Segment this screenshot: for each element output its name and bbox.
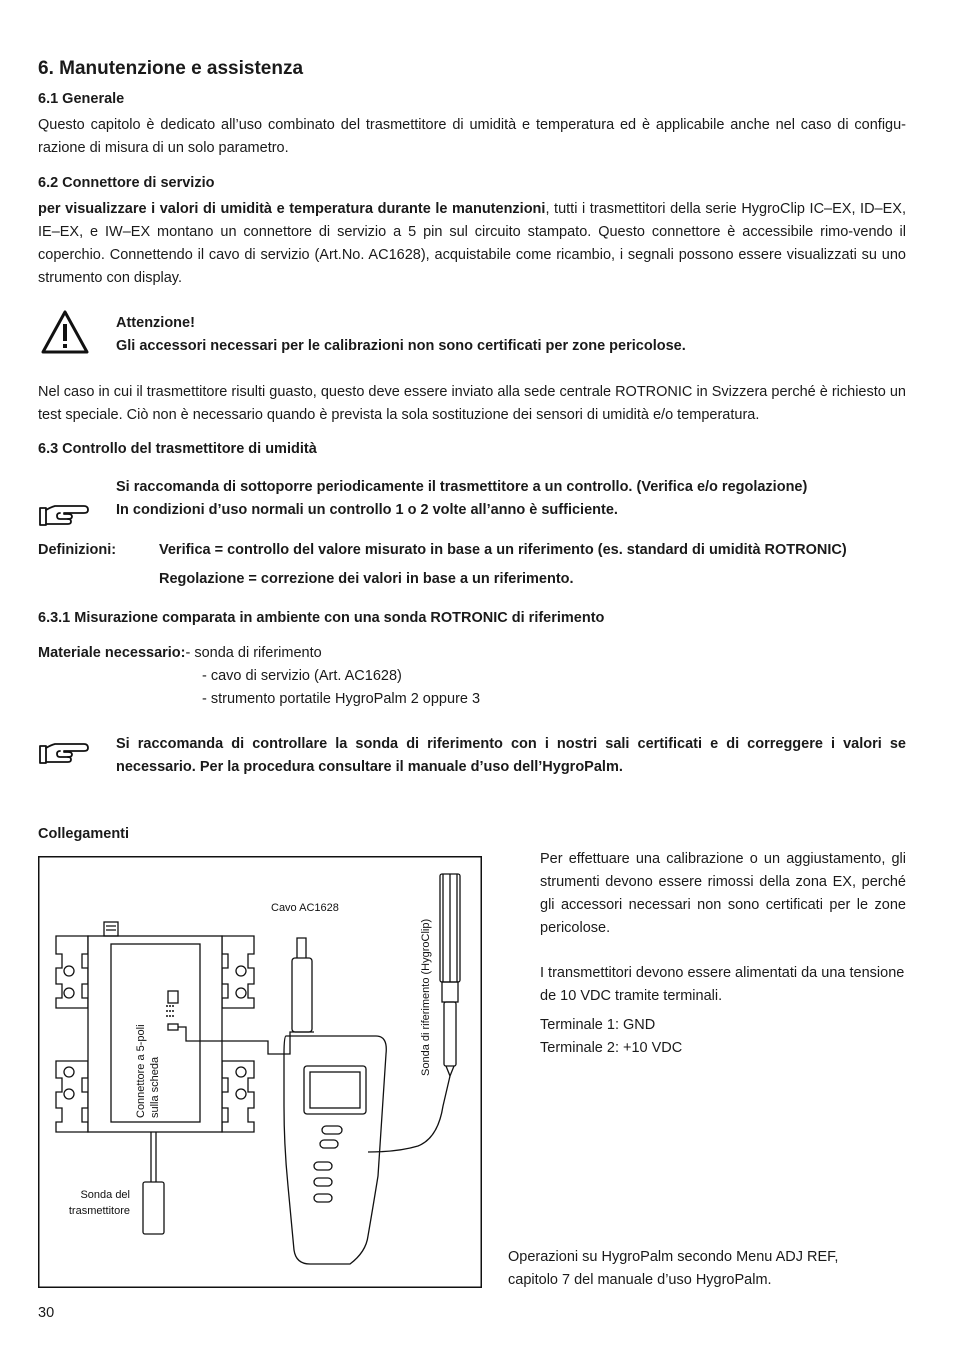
connector-label-line2: sulla scheda bbox=[149, 1056, 161, 1118]
warning-icon bbox=[40, 309, 90, 355]
section-6-2-lead: per visualizzare i valori di umidità e temperatura durante le manutenzioni bbox=[38, 201, 546, 217]
cable-label: Cavo AC1628 bbox=[271, 902, 339, 914]
operations-line-2: capitolo 7 del manuale d’uso HygroPalm. bbox=[508, 1272, 772, 1288]
reference-probe-note: Si raccomanda di controllare la sonda di riferimento con i nostri sali certificati e di correggere i valori se necessario. Per la procedura consultare il manuale d’uso dell’HygroPalm. bbox=[116, 736, 906, 775]
material-label: Materiale necessario: bbox=[38, 645, 186, 661]
material-list bbox=[38, 642, 322, 665]
material-item-3: - strumento portatile HygroPalm 2 oppure 3 bbox=[202, 691, 481, 707]
connections-paragraph-1: Per effettuare una calibrazione o un aggiustamento, gli strumenti devono essere rimossi della zona EX, perché gli accessori necessari non sono certificati per le zone pericolose. bbox=[540, 851, 906, 936]
section-6-2-body: , tutti i trasmettitori della serie HygroClip IC–EX, ID–EX, IE–EX, e IW–EX montano un connettore di servizio a 5 pin sul circuito stampato. Questo connettore è accessibile rimo-vendo il coperchio. Connettendo il cavo di servizio (Art.No. AC1628), acquistabile come ricambio, i segnali possono essere visualizzati su uno strumento con display. bbox=[38, 201, 906, 286]
section-6-3-heading: 6.3 Controllo del trasmettitore di umidità bbox=[38, 441, 317, 457]
section-6-3-1-heading: 6.3.1 Misurazione comparata in ambiente con una sonda ROTRONIC di riferimento bbox=[38, 610, 605, 626]
reference-probe-label: Sonda di riferimento (HygroClip) bbox=[420, 918, 432, 1076]
connection-diagram bbox=[38, 856, 482, 1288]
faulty-transmitter-text: Nel caso in cui il trasmettitore risulti guasto, questo deve essere inviato alla sede centrale ROTRONIC in Svizzera perché è richiesto un test speciale. Ciò non è necessario quando è prevista la sola sostituzione dei sensori di umidità e/o temperatura. bbox=[38, 384, 906, 423]
page-title: 6. Manutenzione e assistenza bbox=[38, 58, 304, 79]
transmitter-probe-label-line1: Sonda del bbox=[80, 1189, 130, 1201]
control-note-2: In condizioni d’uso normali un controllo 1 o 2 volte all’anno è sufficiente. bbox=[116, 502, 618, 518]
connections-heading: Collegamenti bbox=[38, 826, 130, 842]
pointing-hand-icon bbox=[38, 741, 90, 767]
section-6-1-text: Questo capitolo è dedicato all’uso combinato del trasmettitore di umidità e temperatura ed è applicabile anche nel caso di configu-razione di misura di un solo parametro. bbox=[38, 117, 906, 156]
section-6-2-text bbox=[38, 198, 906, 290]
control-note-1: Si raccomanda di sottoporre periodicamente il trasmettitore a un controllo. (Verifica e/o regolazione) bbox=[116, 479, 808, 495]
material-item-1: - sonda di riferimento bbox=[185, 645, 322, 661]
definitions-label: Definizioni: bbox=[38, 542, 117, 558]
definition-regolazione: Regolazione = correzione dei valori in base a un riferimento. bbox=[159, 571, 574, 587]
terminal-2: Terminale 2: +10 VDC bbox=[540, 1040, 683, 1056]
connections-paragraph-2: I transmettitori devono essere alimentati da una tensione de 10 VDC tramite terminali. bbox=[540, 965, 905, 1004]
transmitter-probe-label-line2: trasmettitore bbox=[68, 1205, 130, 1217]
section-6-2-heading: 6.2 Connettore di servizio bbox=[38, 175, 215, 191]
connector-label-line1: Connettore a 5-poli bbox=[135, 1024, 147, 1118]
warning-text: Gli accessori necessari per le calibrazioni non sono certificati per zone pericolose. bbox=[116, 338, 686, 354]
pointing-hand-icon bbox=[38, 503, 90, 529]
terminal-1: Terminale 1: GND bbox=[540, 1017, 656, 1033]
page-number: 30 bbox=[38, 1305, 55, 1321]
section-6-1-heading: 6.1 Generale bbox=[38, 91, 125, 107]
operations-line-1: Operazioni su HygroPalm secondo Menu ADJ REF, bbox=[508, 1249, 839, 1265]
definition-verifica: Verifica = controllo del valore misurato in base a un riferimento (es. standard di umidità ROTRONIC) bbox=[159, 542, 847, 558]
warning-title: Attenzione! bbox=[116, 315, 195, 331]
material-item-2: - cavo di servizio (Art. AC1628) bbox=[202, 668, 402, 684]
